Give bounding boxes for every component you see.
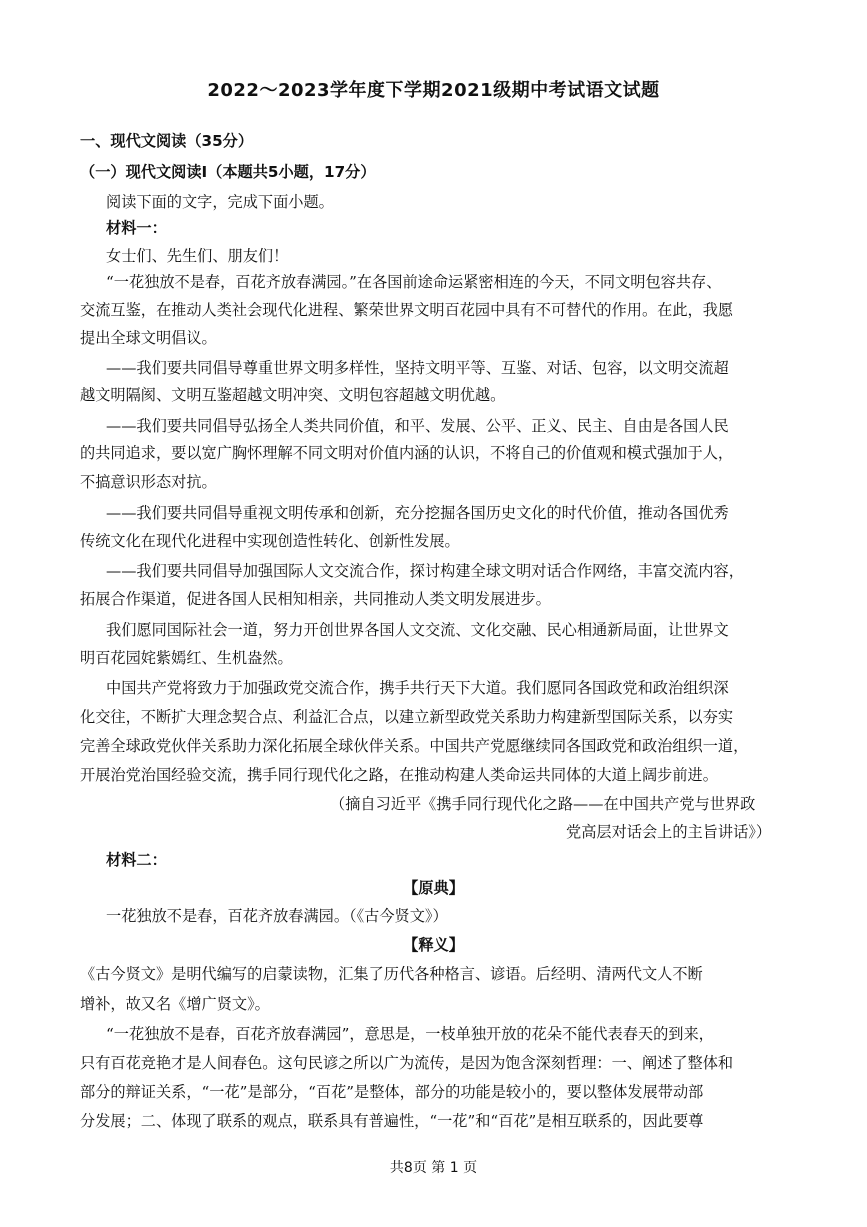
paragraph-line: ——我们要共同倡导尊重世界文明多样性，坚持文明平等、互鉴、对话、包容，以文明交流超 [106, 359, 729, 377]
exam-title: 2022～2023学年度下学期2021级期中考试语文试题 [207, 80, 660, 101]
paragraph-line: 分发展；二、体现了联系的观点，联系具有普遍性，“一花”和“百花”是相互联系的，因此要尊 [80, 1112, 704, 1130]
instruction-text: 阅读下面的文字，完成下面小题。 [106, 193, 334, 211]
paragraph-line: 我们愿同国际社会一道，努力开创世界各国人文交流、文化交融、民心相通新局面，让世界文 [106, 621, 729, 639]
paragraph-line: 拓展合作渠道，促进各国人民相知相亲，共同推动人类文明发展进步。 [80, 590, 551, 608]
paragraph-line: 提出全球文明倡议。 [80, 329, 217, 347]
paragraph-line: “一花独放不是春，百花齐放春满园。”在各国前途命运紧密相连的今天，不同文明包容共存、 [106, 273, 722, 291]
yuandian-text: 一花独放不是春，百花齐放春满园。（《古今贤文》） [106, 907, 448, 925]
paragraph-line: 交流互鉴，在推动人类社会现代化进程、繁荣世界文明百花园中具有不可替代的作用。在此，我愿 [80, 301, 734, 319]
paragraph-line: 中国共产党将致力于加强政党交流合作，携手共行天下大道。我们愿同各国政党和政治组织深 [106, 679, 729, 697]
citation-line: （摘自习近平《携手同行现代化之路——在中国共产党与世界政 [330, 795, 756, 813]
paragraph-line: 明百花园姹紫嫣红、生机盎然。 [80, 649, 293, 667]
paragraph-line: 女士们、先生们、朋友们！ [106, 247, 289, 265]
paragraph-line: “一花独放不是春，百花齐放春满园”，意思是，一枝单独开放的花朵不能代表春天的到来， [106, 1025, 714, 1043]
paragraph-line: 的共同追求，要以宽广胸怀理解不同文明对价值内涵的认识，不将自己的价值观和模式强加于人， [80, 444, 734, 462]
shiyi-heading: 【释义】 [403, 936, 464, 954]
subsection-heading: （一）现代文阅读Ⅰ（本题共5小题，17分） [80, 163, 376, 181]
paragraph-line: 《古今贤文》是明代编写的启蒙读物，汇集了历代各种格言、谚语。后经明、清两代文人不断 [80, 965, 703, 983]
paragraph-line: 部分的辩证关系，“一花”是部分，“百花”是整体，部分的功能是较小的，要以整体发展带动部 [80, 1083, 704, 1101]
material-one-label: 材料一： [106, 219, 167, 237]
yuandian-heading: 【原典】 [403, 879, 464, 897]
paragraph-line: 不搞意识形态对抗。 [80, 473, 217, 491]
paragraph-line: 完善全球政党伙伴关系助力深化拓展全球伙伴关系。中国共产党愿继续同各国政党和政治组织一道， [80, 737, 749, 755]
paragraph-line: 传统文化在现代化进程中实现创造性转化、创新性发展。 [80, 532, 460, 550]
section-heading: 一、现代文阅读（35分） [80, 132, 254, 150]
paragraph-line: 只有百花竞艳才是人间春色。这句民谚之所以广为流传，是因为饱含深刻哲理：一、阐述了整体和 [80, 1054, 734, 1072]
material-two-label: 材料二： [106, 851, 167, 869]
paragraph-line: 开展治党治国经验交流，携手同行现代化之路，在推动构建人类命运共同体的大道上阔步前进。 [80, 766, 718, 784]
paragraph-line: ——我们要共同倡导弘扬全人类共同价值，和平、发展、公平、正义、民主、自由是各国人民 [106, 417, 729, 435]
paragraph-line: ——我们要共同倡导重视文明传承和创新，充分挖掘各国历史文化的时代价值，推动各国优秀 [106, 504, 729, 522]
paragraph-line: ——我们要共同倡导加强国际人文交流合作，探讨构建全球文明对话合作网络，丰富交流内容， [106, 562, 744, 580]
paragraph-line: 增补，故又名《增广贤文》。 [80, 995, 270, 1013]
page-footer: 共8页 第 1 页 [389, 1160, 478, 1176]
citation-line: 党高层对话会上的主旨讲话》） [566, 823, 772, 841]
paragraph-line: 越文明隔阂、文明互鉴超越文明冲突、文明包容超越文明优越。 [80, 386, 506, 404]
paragraph-line: 化交往，不断扩大理念契合点、利益汇合点，以建立新型政党关系助力构建新型国际关系，以夯实 [80, 708, 734, 726]
